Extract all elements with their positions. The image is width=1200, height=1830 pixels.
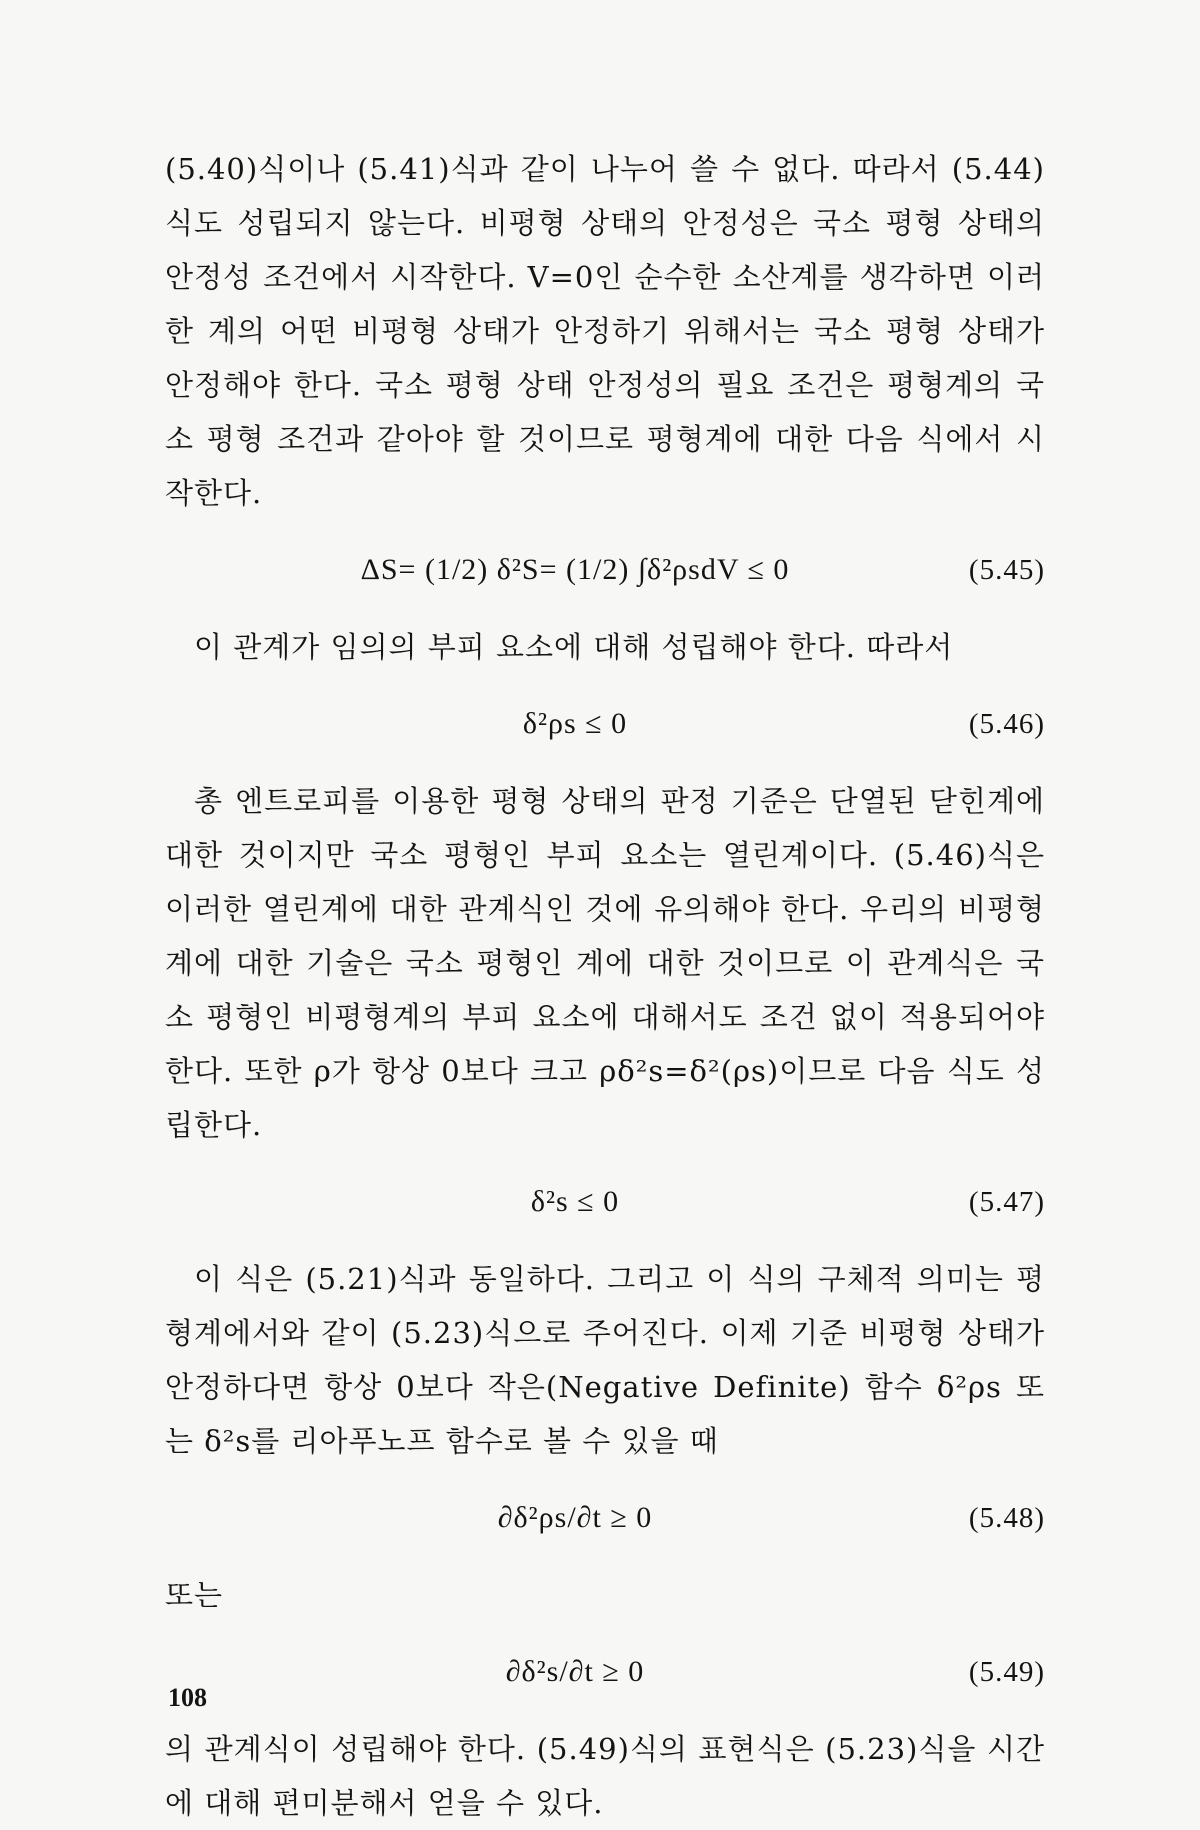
equation-5-45 (165, 520, 1045, 620)
equation-number: (5.48) (968, 1502, 1045, 1534)
paragraph-2: 이 관계가 임의의 부피 요소에 대해 성립해야 한다. 따라서 (194, 630, 954, 664)
text-block (165, 142, 1045, 1830)
equation-number: (5.47) (968, 1186, 1045, 1218)
page-number: 108 (168, 1683, 207, 1712)
equation-number: (5.45) (968, 554, 1045, 586)
equation-5-46 (165, 674, 1045, 774)
equation-expression: ∂δ²s/∂t ≥ 0 (505, 1655, 645, 1688)
equation-expression: ΔS= (1/2) δ²S= (1/2) ∫δ²ρsdV ≤ 0 (360, 553, 790, 586)
equation-number: (5.46) (968, 708, 1045, 740)
paragraph-5: 또는 (165, 1578, 224, 1612)
equation-5-47 (165, 1152, 1045, 1252)
paragraph-4: 이 식은 (5.21)식과 동일하다. 그리고 이 식의 구체적 의미는 평형계에서와 같이 (5.23)식으로 주어진다. 이제 기준 비평형 상태가 안정하다면 항상 0보다 작은(Negative Definite) 함수 δ²ρs 또는 δ²s를 리아푸노프 함수로 볼 수 있을 때 (165, 1262, 1045, 1458)
equation-expression: δ²s ≤ 0 (530, 1185, 620, 1218)
paragraph-6: 의 관계식이 성립해야 한다. (5.49)식의 표현식은 (5.23)식을 시간에 대해 편미분해서 얻을 수 있다. (165, 1732, 1045, 1820)
paragraph-3: 총 엔트로피를 이용한 평형 상태의 판정 기준은 단열된 닫힌계에 대한 것이지만 국소 평형인 부피 요소는 열린계이다. (5.46)식은 이러한 열린계에 대한 관계식인 것에 유의해야 한다. 우리의 비평형 계에 대한 기술은 국소 평형인 계에 대한 것이므로 이 관계식은 국소 평형인 비평형계의 부피 요소에 대해서도 조건 없이 적용되어야 한다. 또한 ρ가 항상 0보다 크고 ρδ²s=δ²(ρs)이므로 다음 식도 성립한다. (165, 784, 1045, 1142)
equation-expression: ∂δ²ρs/∂t ≥ 0 (497, 1501, 653, 1534)
equation-5-48 (165, 1468, 1045, 1568)
paragraph-1: (5.40)식이나 (5.41)식과 같이 나누어 쓸 수 없다. 따라서 (5.44)식도 성립되지 않는다. 비평형 상태의 안정성은 국소 평형 상태의 안정성 조건에서 시작한다. V=0인 순수한 소산계를 생각하면 이러한 계의 어떤 비평형 상태가 안정하기 위해서는 국소 평형 상태가 안정해야 한다. 국소 평형 상태 안정성의 필요 조건은 평형계의 국소 평형 조건과 같아야 할 것이므로 평형계에 대한 다음 식에서 시작한다. (165, 152, 1045, 510)
equation-expression: δ²ρs ≤ 0 (522, 707, 628, 740)
equation-number: (5.49) (968, 1656, 1045, 1688)
equation-5-49 (165, 1622, 1045, 1722)
